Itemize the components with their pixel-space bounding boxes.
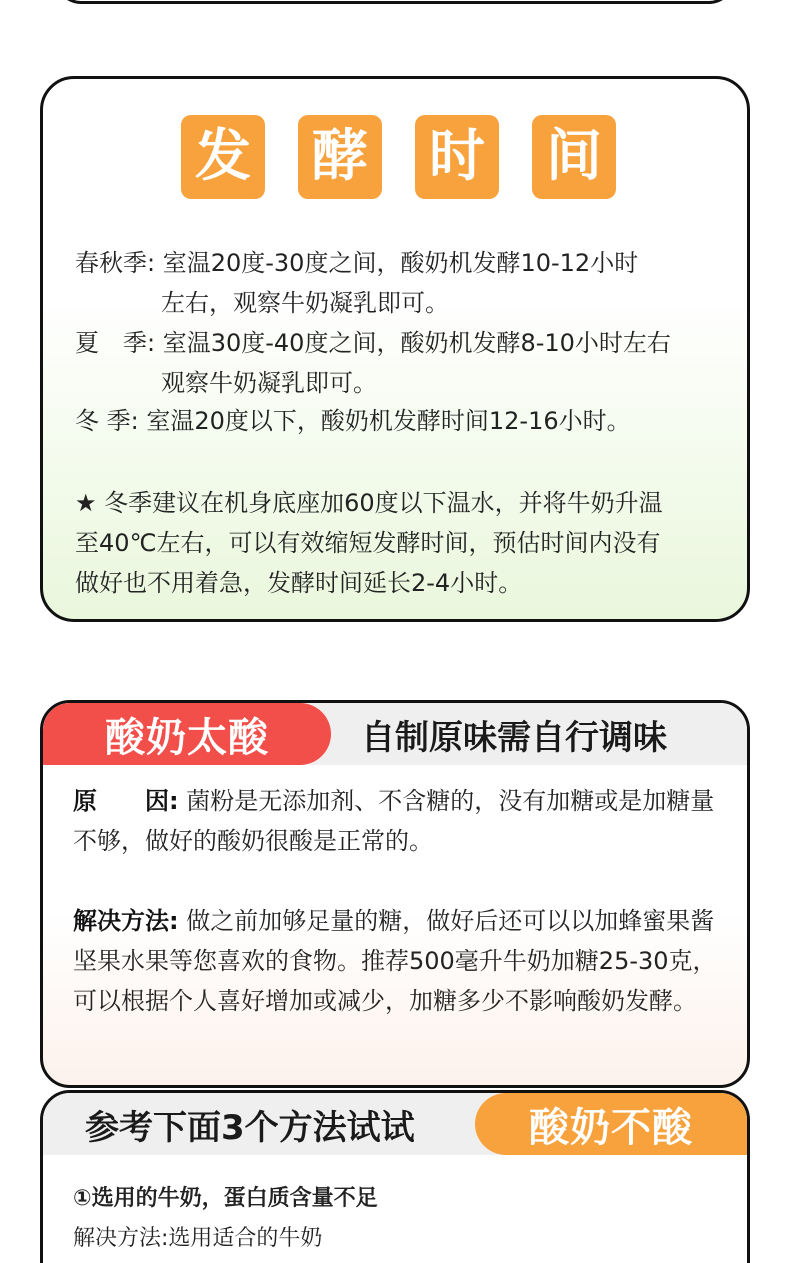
winter-text: 冬 季: 室温20度以下，酸奶机发酵时间12-16小时。 — [75, 407, 631, 435]
title-char-tile: 酵 — [298, 115, 382, 199]
summer-text: 夏 季: 室温30度-40度之间，酸奶机发酵8-10小时左右 — [75, 329, 671, 357]
title-char-tile: 发 — [181, 115, 265, 199]
too-sour-card — [40, 700, 750, 1088]
spring-autumn-text-cont: 左右，观察牛奶凝乳即可。 — [161, 289, 449, 317]
item1-solution: 解决方法:选用适合的牛奶 — [73, 1226, 323, 1251]
reason-paragraph — [73, 781, 733, 861]
winter-tip-line: 至40℃左右，可以有效缩短发酵时间，预估时间内没有 — [75, 529, 661, 557]
solution-text: 做之前加够足量的糖，做好后还可以以加蜂蜜果酱坚果水果等您喜欢的食物。推荐500毫升牛奶加糖25-30克，可以根据个人喜好增加或减少，加糖多少不影响酸奶发酵。 — [73, 907, 717, 1015]
solution-label: 解决方法: — [73, 907, 179, 935]
fermentation-title — [181, 115, 616, 199]
previous-card-edge — [55, 0, 735, 4]
not-sour-tag: 酸奶不酸 — [475, 1093, 747, 1155]
too-sour-tag: 酸奶太酸 — [43, 703, 331, 765]
winter-tip-line: 做好也不用着急，发酵时间延长2-4小时。 — [75, 569, 523, 597]
spring-autumn-text: 春秋季: 室温20度-30度之间，酸奶机发酵10-12小时 — [75, 249, 639, 277]
summer-text-cont: 观察牛奶凝乳即可。 — [161, 369, 377, 397]
item1-title: ①选用的牛奶，蛋白质含量不足 — [73, 1186, 378, 1211]
winter-tip-line: ★ 冬季建议在机身底座加60度以下温水，并将牛奶升温 — [75, 489, 663, 517]
title-char-tile: 时 — [415, 115, 499, 199]
title-char-tile: 间 — [532, 115, 616, 199]
fermentation-time-card — [40, 76, 750, 622]
too-sour-heading: 自制原味需自行调味 — [361, 717, 667, 758]
not-sour-heading: 参考下面3个方法试试 — [85, 1107, 415, 1148]
reason-label: 原 因: — [73, 787, 179, 815]
solution-paragraph — [73, 901, 733, 1021]
not-sour-card — [40, 1090, 750, 1263]
reason-text: 菌粉是无添加剂、不含糖的，没有加糖或是加糖量不够，做好的酸奶很酸是正常的。 — [73, 787, 715, 855]
